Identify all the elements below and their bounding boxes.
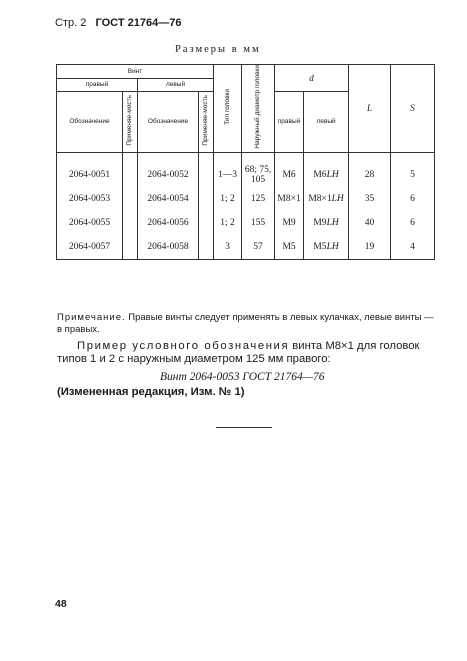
sep-cell <box>275 152 304 163</box>
header-naruzhnyi-diametr: Наружный диаметр головки <box>254 65 262 149</box>
cell-right-code: 2064-0053 <box>57 187 123 211</box>
cell-diameter: 57 <box>242 235 275 260</box>
dimensions-table <box>56 64 435 260</box>
cell-left-code: 2064-0058 <box>138 235 199 260</box>
cell-S: 6 <box>391 187 435 211</box>
header-tip-golovki: Тип головки <box>223 88 231 125</box>
example-text: винта М8×1 для головок типов 1 и 2 с наружным диаметром 125 мм правого: <box>57 340 420 365</box>
cell-right-code: 2064-0055 <box>57 211 123 235</box>
cell-left-code: 2064-0054 <box>138 187 199 211</box>
cell-d-left-m: M5 <box>313 241 327 252</box>
header-pravyi: правый <box>57 78 138 92</box>
sep-cell <box>304 152 349 163</box>
cell-d-right: M8×1 <box>275 187 304 211</box>
table-row <box>57 187 435 211</box>
cell-S: 6 <box>391 211 435 235</box>
sep-cell <box>242 152 275 163</box>
cell-primenyaemost <box>123 211 138 235</box>
cell-diameter: 125 <box>242 187 275 211</box>
cell-L: 19 <box>349 235 391 260</box>
cell-left-code: 2064-0052 <box>138 163 199 187</box>
cell-d-left <box>304 211 349 235</box>
sep-cell <box>199 152 214 163</box>
header-primenyaemost-left: Применяе-мость <box>202 95 210 146</box>
header-d-pravyi: правый <box>275 92 304 153</box>
cell-d-left-lh: LH <box>326 241 339 252</box>
header-primenyaemost-right: Применяе-мость <box>126 95 134 146</box>
cell-type: 1—3 <box>214 163 242 187</box>
header-L: L <box>349 65 391 153</box>
cell-right-code: 2064-0051 <box>57 163 123 187</box>
header-oboznachenie-left: Обозначение <box>138 92 199 153</box>
note-label: Примечание. <box>57 312 126 323</box>
cell-type: 1; 2 <box>214 211 242 235</box>
header-vint: Винт <box>57 65 214 79</box>
cell-d-left <box>304 163 349 187</box>
cell-d-right: M9 <box>275 211 304 235</box>
header-oboznachenie-right: Обозначение <box>57 92 123 153</box>
standard-code: ГОСТ 21764—76 <box>95 17 182 29</box>
cell-d-right: M6 <box>275 163 304 187</box>
cell-primenyaemost <box>199 211 214 235</box>
cell-primenyaemost <box>123 187 138 211</box>
cell-L: 28 <box>349 163 391 187</box>
cell-S: 4 <box>391 235 435 260</box>
cell-primenyaemost <box>199 235 214 260</box>
cell-left-code: 2064-0056 <box>138 211 199 235</box>
cell-right-code: 2064-0057 <box>57 235 123 260</box>
cell-d-right: M5 <box>275 235 304 260</box>
cell-d-left-m: M8×1 <box>308 193 332 204</box>
cell-d-left-m: M6 <box>313 169 327 180</box>
sep-cell <box>391 152 435 163</box>
cell-S: 5 <box>391 163 435 187</box>
sep-cell <box>123 152 138 163</box>
header-primenyaemost-right-cell <box>123 92 138 153</box>
table-row <box>57 211 435 235</box>
table-row <box>57 163 435 187</box>
designation-example <box>57 340 435 366</box>
sep-cell <box>349 152 391 163</box>
cell-d-left-m: M9 <box>313 217 327 228</box>
page-label: Стр. 2 <box>55 17 87 29</box>
cell-type: 3 <box>214 235 242 260</box>
header-d: d <box>275 65 349 92</box>
cell-diameter: 68; 75, 105 <box>242 163 275 187</box>
divider-rule <box>216 427 272 428</box>
cell-diameter: 155 <box>242 211 275 235</box>
cell-primenyaemost <box>123 163 138 187</box>
cell-L: 35 <box>349 187 391 211</box>
example-lead: Пример условного обозначения <box>77 340 290 352</box>
cell-primenyaemost <box>123 235 138 260</box>
edit-note: (Измененная редакция, Изм. № 1) <box>57 386 245 398</box>
header-primenyaemost-left-cell <box>199 92 214 153</box>
designation-formula: Винт 2064-0053 ГОСТ 21764—76 <box>160 371 325 383</box>
cell-d-left <box>304 235 349 260</box>
header-S: S <box>391 65 435 153</box>
cell-primenyaemost <box>199 163 214 187</box>
note-text: Правые винты следует применять в левых кулачках, левые винты — в правых. <box>57 312 434 335</box>
cell-d-left-lh: LH <box>326 217 339 228</box>
sep-cell <box>138 152 199 163</box>
table-caption: Размеры в мм <box>175 44 261 55</box>
page-number: 48 <box>55 598 67 610</box>
page-header <box>55 17 181 29</box>
header-diametr-cell <box>242 65 275 153</box>
table-note <box>57 312 435 336</box>
table-row <box>57 235 435 260</box>
header-levyi: левый <box>138 78 214 92</box>
header-tip-golovki-cell <box>214 65 242 153</box>
sep-cell <box>214 152 242 163</box>
sep-cell <box>57 152 123 163</box>
header-d-levyi: левый <box>304 92 349 153</box>
cell-L: 40 <box>349 211 391 235</box>
cell-primenyaemost <box>199 187 214 211</box>
cell-d-left-lh: LH <box>326 169 339 180</box>
cell-d-left <box>304 187 349 211</box>
cell-type: 1; 2 <box>214 187 242 211</box>
cell-d-left-lh: LH <box>331 193 344 204</box>
